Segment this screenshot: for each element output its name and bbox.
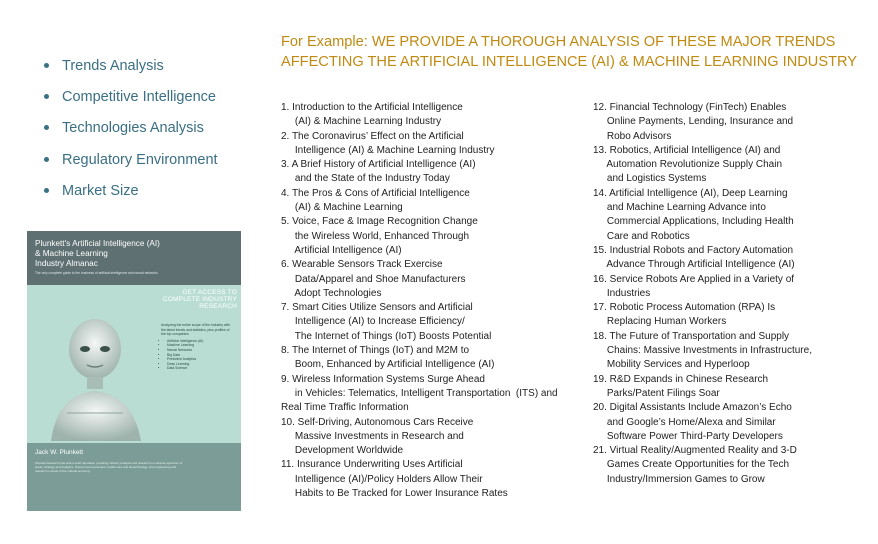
trend-list-line: 10. Self-Driving, Autonomous Cars Receive — [281, 416, 474, 428]
feature-bullet-list — [44, 56, 218, 212]
trend-list-line: 11. Insurance Underwriting Uses Artificial — [281, 459, 463, 471]
book-topic-item: • Deep Learning — [167, 362, 235, 367]
trend-list-line: Massive Investments in Research and — [281, 430, 464, 442]
trend-list-line: 14. Artificial Intelligence (AI), Deep Learning — [593, 187, 788, 199]
trend-list-line: Care and Robotics — [593, 230, 690, 242]
trend-list-line: Advance Through Artificial Intelligence (AI) — [593, 259, 795, 271]
trend-list-line: and Machine Learning Advance into — [593, 202, 766, 214]
trend-list-line: 13. Robotics, Artificial Intelligence (AI) and — [593, 144, 781, 156]
trend-list-line: 9. Wireless Information Systems Surge Ahead — [281, 373, 485, 385]
trend-list-line: Boom, Enhanced by Artificial Intelligence (AI) — [281, 359, 495, 371]
trend-list-line: Games Create Opportunities for the Tech — [593, 459, 790, 471]
trend-list-line: Industry/Immersion Games to Grow — [593, 473, 765, 485]
trend-list-line: 19. R&D Expands in Chinese Research — [593, 373, 769, 385]
bullet-item — [44, 56, 218, 87]
bullet-dot-icon — [44, 157, 49, 162]
trend-list-line: 7. Smart Cities Utilize Sensors and Artificial — [281, 302, 473, 314]
trend-list-line: Industries — [593, 287, 651, 299]
trend-list-line: 5. Voice, Face & Image Recognition Change — [281, 216, 478, 228]
trend-list-right — [593, 101, 873, 487]
book-author: Jack W. Plunkett — [35, 449, 84, 456]
trend-list-line: The Internet of Things (IoT) Boosts Potential — [281, 330, 492, 342]
bullet-label: Competitive Intelligence — [62, 89, 216, 106]
book-author-description: Plunkett Research has built a solid reputation providing industry analysis and research in a diverse spectrum of areas, strategy and analytics, finance and investment, health care and biotechnology, and engineering and research in areas of the cultural economy. — [35, 461, 183, 473]
trend-list-line: Adopt Technologies — [281, 287, 382, 299]
trend-list-line: Replacing Human Workers — [593, 316, 727, 328]
trend-list-line: (AI) & Machine Learning Industry — [281, 116, 442, 128]
trend-list-line: 18. The Future of Transportation and Supply — [593, 330, 790, 342]
bullet-item — [44, 150, 218, 181]
bullet-label: Technologies Analysis — [62, 120, 204, 137]
bullet-item — [44, 118, 218, 149]
trend-list-line: in Vehicles: Telematics, Intelligent Transportation (ITS) and — [281, 387, 558, 399]
bullet-label: Market Size — [62, 182, 139, 199]
trend-list-line: Parks/Patent Filings Soar — [593, 387, 720, 399]
trend-list-line: 20. Digital Assistants Include Amazon’s Echo — [593, 402, 792, 414]
trend-list-line: (AI) & Machine Learning — [281, 202, 403, 214]
bullet-dot-icon — [44, 188, 49, 193]
bullet-item — [44, 87, 218, 118]
book-title-band — [27, 231, 241, 285]
book-title — [35, 239, 235, 269]
trend-list-line: Habits to Be Tracked for Lower Insurance Rates — [281, 488, 508, 500]
trend-list-line: Commercial Applications, Including Health — [593, 216, 794, 228]
book-title-line: Industry Almanac — [35, 259, 98, 268]
trend-list-line: Software Power Third-Party Developers — [593, 430, 783, 442]
bullet-label: Regulatory Environment — [62, 151, 218, 168]
trend-list-line: 15. Industrial Robots and Factory Automation — [593, 244, 794, 256]
trend-list-line: 21. Virtual Reality/Augmented Reality and 3-D — [593, 445, 797, 457]
trend-list-line: 17. Robotic Process Automation (RPA) Is — [593, 302, 776, 314]
book-get-access-text: GET ACCESS TO COMPLETE INDUSTRY RESEARCH — [162, 289, 237, 310]
trend-list-line: Artificial Intelligence (AI) — [281, 244, 402, 256]
book-topic-item: • Neural Networks — [167, 348, 235, 353]
book-topic-item: • Artificial Intelligence (AI) — [167, 339, 235, 344]
book-topic-item: • Machine Learning — [167, 343, 235, 348]
section-heading: For Example: WE PROVIDE A THOROUGH ANALYSIS OF THESE MAJOR TRENDS AFFECTING THE ARTIFICIAL INTELLIGENCE (AI) & MACHINE LEARNING INDUSTRY — [281, 34, 858, 70]
bullet-dot-icon — [44, 125, 49, 130]
trend-list-line: Automation Revolutionize Supply Chain — [593, 159, 782, 171]
trend-list-line: 16. Service Robots Are Applied in a Variety of — [593, 273, 795, 285]
trend-list-line: Intelligence (AI)/Policy Holders Allow Their — [281, 473, 483, 485]
book-topic-list — [161, 339, 235, 371]
book-topic-item: • Data Science — [167, 366, 235, 371]
bullet-dot-icon — [44, 63, 49, 68]
trend-list-line: the Wireless World, Enhanced Through — [281, 230, 470, 242]
trend-list-line: Intelligence (AI) to Increase Efficiency/ — [281, 316, 465, 328]
trend-list-line: Robo Advisors — [593, 130, 672, 142]
bullet-item — [44, 181, 218, 212]
trend-list-line: and Google’s Home/Alexa and Similar — [593, 416, 776, 428]
trend-list-line: Development Worldwide — [281, 445, 404, 457]
trend-list-line: 6. Wearable Sensors Track Exercise — [281, 259, 443, 271]
trend-list-line: Online Payments, Lending, Insurance and — [593, 116, 794, 128]
trend-list-line: Mobility Services and Hyperloop — [593, 359, 750, 371]
trend-list-line: 2. The Coronavirus’ Effect on the Artificial — [281, 130, 464, 142]
trend-list-line: 8. The Internet of Things (IoT) and M2M to — [281, 345, 470, 357]
bullet-dot-icon — [44, 94, 49, 99]
trend-list-line: Data/Apparel and Shoe Manufacturers — [281, 273, 466, 285]
trend-list-line: and Logistics Systems — [593, 173, 707, 185]
book-topic-item: • Big Data — [167, 353, 235, 358]
book-title-line: & Machine Learning — [35, 249, 108, 258]
bullet-label: Trends Analysis — [62, 58, 164, 74]
trend-list-line: Intelligence (AI) & Machine Learning Industry — [281, 144, 495, 156]
book-subtitle: The only complete guide to the business of artificial intelligence and neural networks — [35, 271, 158, 275]
trend-list-line: Chains: Massive Investments in Infrastructure, — [593, 345, 812, 357]
book-box-intro: Analyzing the entire scope of the industry with the latest trends and statistics, plus profiles of the top companies — [161, 323, 230, 337]
trend-list-line: Real Time Traffic Information — [281, 402, 409, 414]
robot-illustration — [37, 309, 155, 441]
trend-list-line: and the State of the Industry Today — [281, 173, 450, 185]
trend-list-line: 3. A Brief History of Artificial Intelligence (AI) — [281, 159, 476, 171]
trend-list-line: 4. The Pros & Cons of Artificial Intelligence — [281, 187, 470, 199]
book-description-box — [161, 323, 235, 371]
trend-list-line: 1. Introduction to the Artificial Intelligence — [281, 102, 463, 113]
book-author-band — [27, 443, 241, 511]
trend-list-left — [281, 101, 581, 501]
book-topic-item: • Predictive Analytics — [167, 357, 235, 362]
book-title-line: Plunkett's Artificial Intelligence (AI) — [35, 239, 160, 248]
book-cover-image — [27, 231, 241, 511]
trend-list-line: 12. Financial Technology (FinTech) Enables — [593, 102, 787, 113]
